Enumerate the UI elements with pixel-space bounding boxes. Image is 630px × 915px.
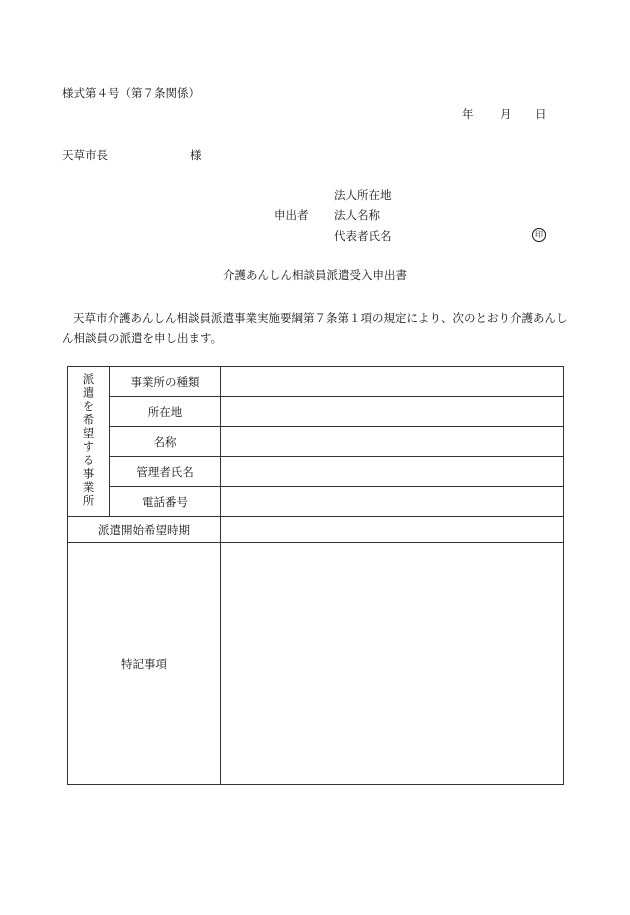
office-type-label: 事業所の種類: [110, 367, 221, 397]
application-form-table: [67, 366, 564, 785]
date-day-label: 日: [535, 107, 547, 121]
corp-name-label: 法人名称: [334, 208, 380, 222]
start-period-field[interactable]: [221, 517, 564, 543]
representative-name-label: 代表者氏名: [334, 229, 392, 243]
body-paragraph: 天草市介護あんしん相談員派遣事業実施要綱第７条第１項の規定により、次のとおり介護あんしん相談員の派遣を申し出ます。: [62, 311, 568, 345]
phone-number-label: 電話番号: [110, 487, 221, 517]
office-name-field[interactable]: [221, 427, 564, 457]
date-month-label: 月: [500, 107, 512, 121]
corp-address-label: 法人所在地: [334, 188, 392, 202]
manager-name-label: 管理者氏名: [110, 457, 221, 487]
start-period-label: 派遣開始希望時期: [68, 517, 221, 543]
document-title: 介護あんしん相談員派遣受入申出書: [223, 268, 407, 282]
date-year-label: 年: [462, 107, 474, 121]
addressee-honorific: 様: [190, 148, 202, 162]
notes-label: 特記事項: [68, 543, 221, 785]
applicant-label: 申出者: [274, 208, 309, 222]
form-number: 様式第４号（第７条関係）: [62, 86, 200, 100]
office-type-field[interactable]: [221, 367, 564, 397]
phone-number-field[interactable]: [221, 487, 564, 517]
addressee-name: 天草市長: [62, 148, 108, 162]
office-address-field[interactable]: [221, 397, 564, 427]
office-group-label-cell: [68, 367, 110, 517]
notes-field[interactable]: [221, 543, 564, 785]
seal-icon: 印: [532, 228, 546, 242]
office-address-label: 所在地: [110, 397, 221, 427]
office-group-label: 派遣を希望する事業所: [81, 372, 96, 508]
manager-name-field[interactable]: [221, 457, 564, 487]
office-name-label: 名称: [110, 427, 221, 457]
